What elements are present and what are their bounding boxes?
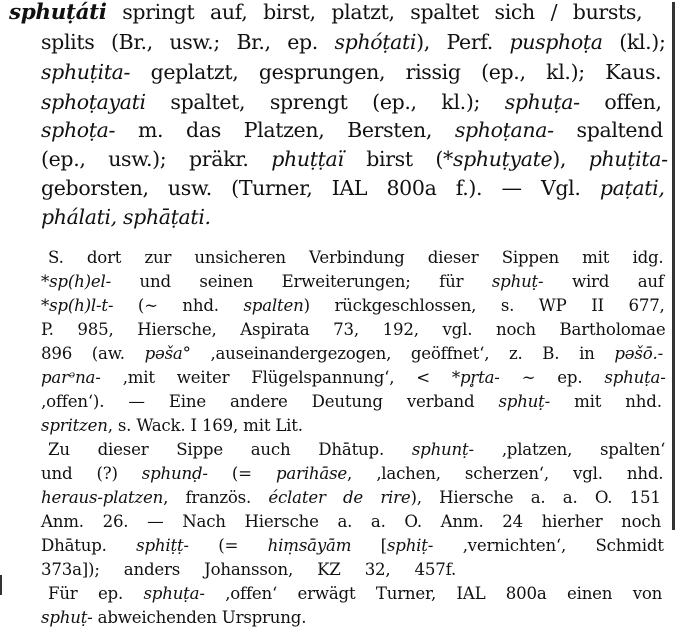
italic-term: paṭati, [599, 176, 665, 200]
text-run: ‚mit weiter Flügelspannung‘, < * [100, 368, 460, 387]
entry-line [41, 147, 668, 171]
italic-term: sphuṭa- [604, 368, 666, 387]
headword: sphuṭáti [9, 0, 107, 25]
note-line [41, 296, 665, 315]
text-run: , ‚lachen, scherzen‘, vgl. nhd. [347, 464, 664, 483]
note-line [41, 320, 665, 339]
left-edge-tick [0, 575, 2, 595]
entry-line [9, 0, 642, 25]
text-run: (= [207, 464, 276, 483]
text-run: (kl.); [602, 30, 666, 54]
text-run: splits (Br., usw.; Br., ep. [41, 30, 335, 54]
entry-line [41, 205, 211, 229]
note-line [41, 464, 663, 483]
italic-term: pəša° [144, 344, 191, 363]
note-line [41, 608, 306, 627]
note-line [41, 344, 663, 363]
italic-term: sphuṭa- [504, 90, 580, 114]
italic-term: hiṃsāyām [267, 536, 352, 555]
text-run: m. das Platzen, Bersten, [115, 118, 455, 142]
note-line [48, 584, 662, 603]
text-run: (∼ nhd. [113, 296, 244, 315]
note-line [41, 512, 661, 531]
text-run: wird auf [543, 272, 664, 291]
text-run: , s. Wack. I 169, mit Lit. [107, 416, 303, 435]
text-run: spaltet, sprengt (ep., kl.); [145, 90, 505, 114]
text-run: ‚auseinandergezogen, geöffnet‘, z. B. in [190, 344, 615, 363]
italic-term: parᵊna- [41, 368, 101, 387]
text-run: und (?) [41, 464, 142, 483]
italic-term: pusphoṭa [509, 30, 603, 54]
note-line [41, 560, 456, 579]
italic-term: sphuṭita- [41, 60, 131, 84]
italic-term: sp(h)el- [49, 272, 112, 291]
italic-term: spalten [243, 296, 304, 315]
text-run: Zu dieser Sippe auch Dhātup. [48, 440, 412, 459]
note-line [41, 488, 661, 507]
italic-term: phuṭṭaï [271, 147, 344, 171]
text-run: geplatzt, gesprungen, rissig (ep., kl.); Kaus. [130, 60, 662, 84]
italic-term: parihāse [275, 464, 348, 483]
text-run: ), Perf. [416, 30, 510, 54]
text-run: P. 985, Hiersche, Aspirata 73, 192, vgl. noch Bartholomae [41, 320, 666, 339]
text-run: Anm. 26. — Nach Hiersche a. a. O. Anm. 24 hierher noch [41, 512, 662, 531]
italic-term: sphoṭa- [41, 118, 116, 142]
italic-term: éclater de rire [268, 488, 411, 507]
italic-term: phálati, sphāṭati. [41, 205, 211, 229]
italic-term: sphuṭ- [498, 392, 551, 411]
italic-term: phuṭita- [588, 147, 668, 171]
text-run: offen, [579, 90, 662, 114]
note-line [41, 392, 662, 411]
italic-term: sphuṭa- [143, 584, 205, 603]
entry-line [41, 176, 665, 200]
text-run: ), [552, 147, 589, 171]
italic-term: sphiṭṭ- [136, 536, 189, 555]
italic-term: sphiṭ- [386, 536, 434, 555]
note-line [41, 272, 664, 291]
italic-term: heraus-platzen [41, 488, 164, 507]
text-run: (= [188, 536, 268, 555]
text-run: , französ. [163, 488, 269, 507]
text-run: ‚platzen, spalten‘ [473, 440, 666, 459]
text-run: 373a]); anders Johansson, KZ 32, 457f. [41, 560, 457, 579]
italic-term: sphuṭ- [491, 272, 544, 291]
italic-term: sphunḍ- [141, 464, 208, 483]
text-run: * [41, 296, 50, 315]
entry-line [41, 118, 663, 142]
text-run: 896 (aw. [41, 344, 145, 363]
entry-line [41, 90, 662, 114]
entry-line [41, 60, 661, 84]
text-run: geborsten, usw. (Turner, IAL 800a f.). — Vgl. [41, 176, 600, 200]
text-run: ‚offen‘). — Eine andere Deutung verband [41, 392, 499, 411]
note-line [41, 368, 666, 387]
entry-line [41, 30, 666, 54]
text-run: mit nhd. [550, 392, 662, 411]
text-run: abweichenden Ursprung. [92, 608, 307, 627]
text-run: ), Hiersche a. a. O. 151 [410, 488, 661, 507]
text-run: (ep., usw.); präkr. [41, 147, 272, 171]
note-line [41, 536, 664, 555]
italic-term: sphoṭayati [41, 90, 146, 114]
italic-term: sphunṭ- [411, 440, 474, 459]
text-run: ‚offen‘ erwägt Turner, IAL 800a einen von [204, 584, 663, 603]
text-run: ) rückgeschlossen, s. WP II 677, [303, 296, 665, 315]
text-run: springt auf, birst, platzt, spaltet sich / bursts, [106, 0, 643, 24]
text-run: birst (* [343, 147, 453, 171]
italic-term: pəšō.- [614, 344, 663, 363]
text-run: * [41, 272, 50, 291]
italic-term: spritzen [41, 416, 108, 435]
note-line [48, 440, 665, 459]
italic-term: pr̥ta- [459, 368, 500, 387]
text-run: ∼ ep. [499, 368, 605, 387]
italic-term: sphóṭati [334, 30, 417, 54]
text-run: ‚vernichten‘, Schmidt [433, 536, 664, 555]
note-line [48, 248, 664, 267]
text-run: [ [351, 536, 387, 555]
note-line [41, 416, 303, 435]
right-edge-bar [672, 2, 675, 530]
text-run: Für ep. [48, 584, 144, 603]
text-run: S. dort zur unsicheren Verbindung dieser Sippen mit idg. [48, 248, 664, 267]
italic-term: sphoṭana- [454, 118, 554, 142]
italic-term: sphuṭyate [452, 147, 553, 171]
italic-term: sp(h)l-t- [49, 296, 114, 315]
text-run: spaltend [553, 118, 663, 142]
text-run: Dhātup. [41, 536, 137, 555]
text-run: und seinen Erweiterungen; für [111, 272, 492, 291]
italic-term: sphuṭ- [41, 608, 93, 627]
